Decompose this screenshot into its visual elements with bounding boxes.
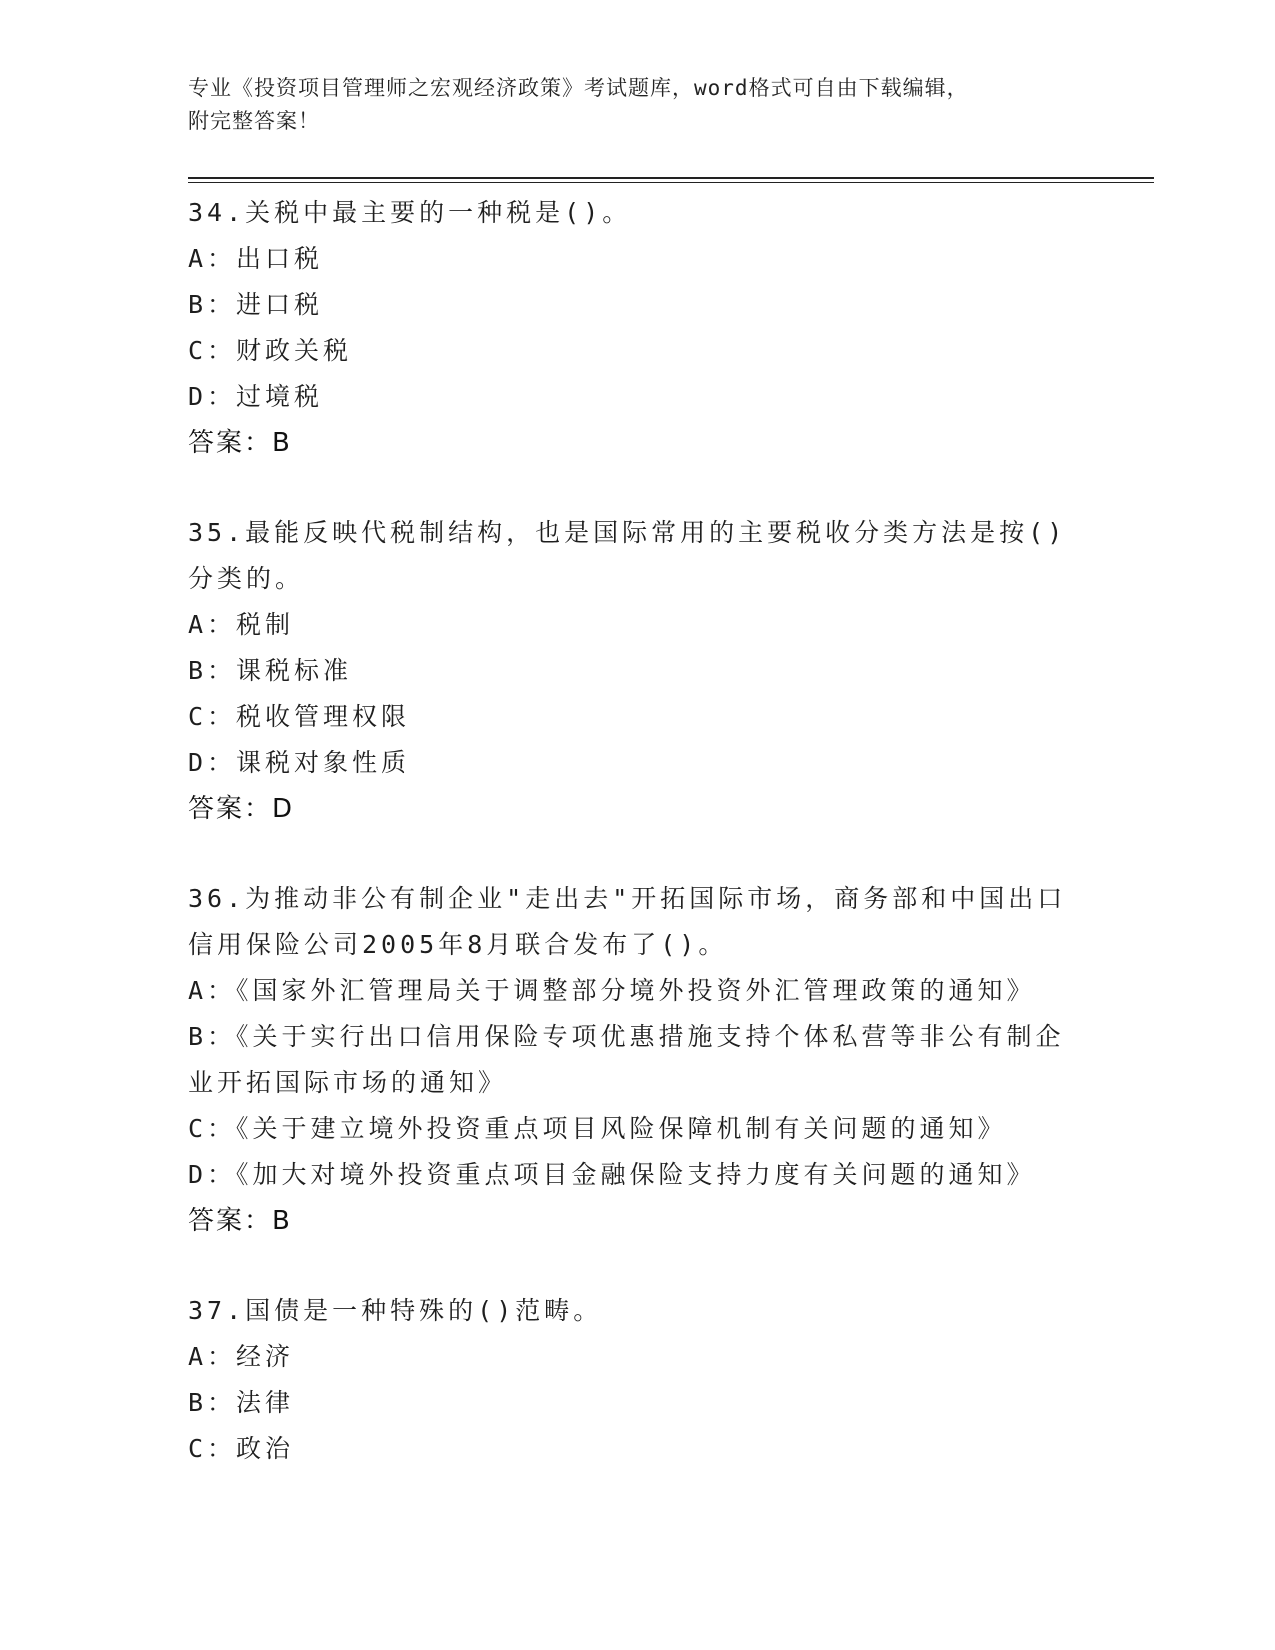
option-b: B：法律 bbox=[188, 1388, 295, 1417]
answer-label: 答案：B bbox=[188, 1206, 292, 1236]
option-c: C：财政关税 bbox=[188, 336, 353, 365]
header-line-2: 附完整答案！ bbox=[188, 109, 320, 133]
question-spacer bbox=[188, 466, 1088, 510]
option-c: C：《关于建立境外投资重点项目风险保障机制有关问题的通知》 bbox=[188, 1114, 1007, 1143]
question-stem: 37.国债是一种特殊的()范畴。 bbox=[188, 1296, 603, 1325]
option-d: D：课税对象性质 bbox=[188, 748, 411, 777]
question-spacer bbox=[188, 832, 1088, 876]
option-b: B：进口税 bbox=[188, 290, 324, 319]
option-c: C：政治 bbox=[188, 1434, 295, 1463]
option-b: B：课税标准 bbox=[188, 656, 353, 685]
question-stem: 36.为推动非公有制企业"走出去"开拓国际市场，商务部和中国出口信用保险公司2005年8月联合发布了()。 bbox=[188, 884, 1067, 959]
question-36 bbox=[188, 876, 1088, 1244]
question-stem: 35.最能反映代税制结构，也是国际常用的主要税收分类方法是按()分类的。 bbox=[188, 518, 1067, 593]
option-a: A：《国家外汇管理局关于调整部分境外投资外汇管理政策的通知》 bbox=[188, 976, 1036, 1005]
option-d: D：《加大对境外投资重点项目金融保险支持力度有关问题的通知》 bbox=[188, 1160, 1036, 1189]
question-spacer bbox=[188, 1244, 1088, 1288]
answer-label: 答案：B bbox=[188, 428, 292, 458]
question-stem: 34.关税中最主要的一种税是()。 bbox=[188, 198, 632, 227]
option-a: A：出口税 bbox=[188, 244, 324, 273]
question-34 bbox=[188, 190, 1088, 466]
document-header bbox=[188, 72, 1088, 138]
header-divider-thick bbox=[188, 177, 1154, 179]
header-divider-thin bbox=[188, 182, 1154, 183]
question-37 bbox=[188, 1288, 1088, 1472]
option-b: B：《关于实行出口信用保险专项优惠措施支持个体私营等非公有制企业开拓国际市场的通知》 bbox=[188, 1022, 1065, 1097]
question-list bbox=[188, 190, 1088, 1472]
option-a: A：税制 bbox=[188, 610, 295, 639]
header-line-1: 专业《投资项目管理师之宏观经济政策》考试题库，word格式可自由下载编辑， bbox=[188, 76, 969, 100]
option-a: A：经济 bbox=[188, 1342, 295, 1371]
question-35 bbox=[188, 510, 1088, 832]
option-d: D：过境税 bbox=[188, 382, 324, 411]
answer-label: 答案：D bbox=[188, 794, 295, 824]
option-c: C：税收管理权限 bbox=[188, 702, 411, 731]
